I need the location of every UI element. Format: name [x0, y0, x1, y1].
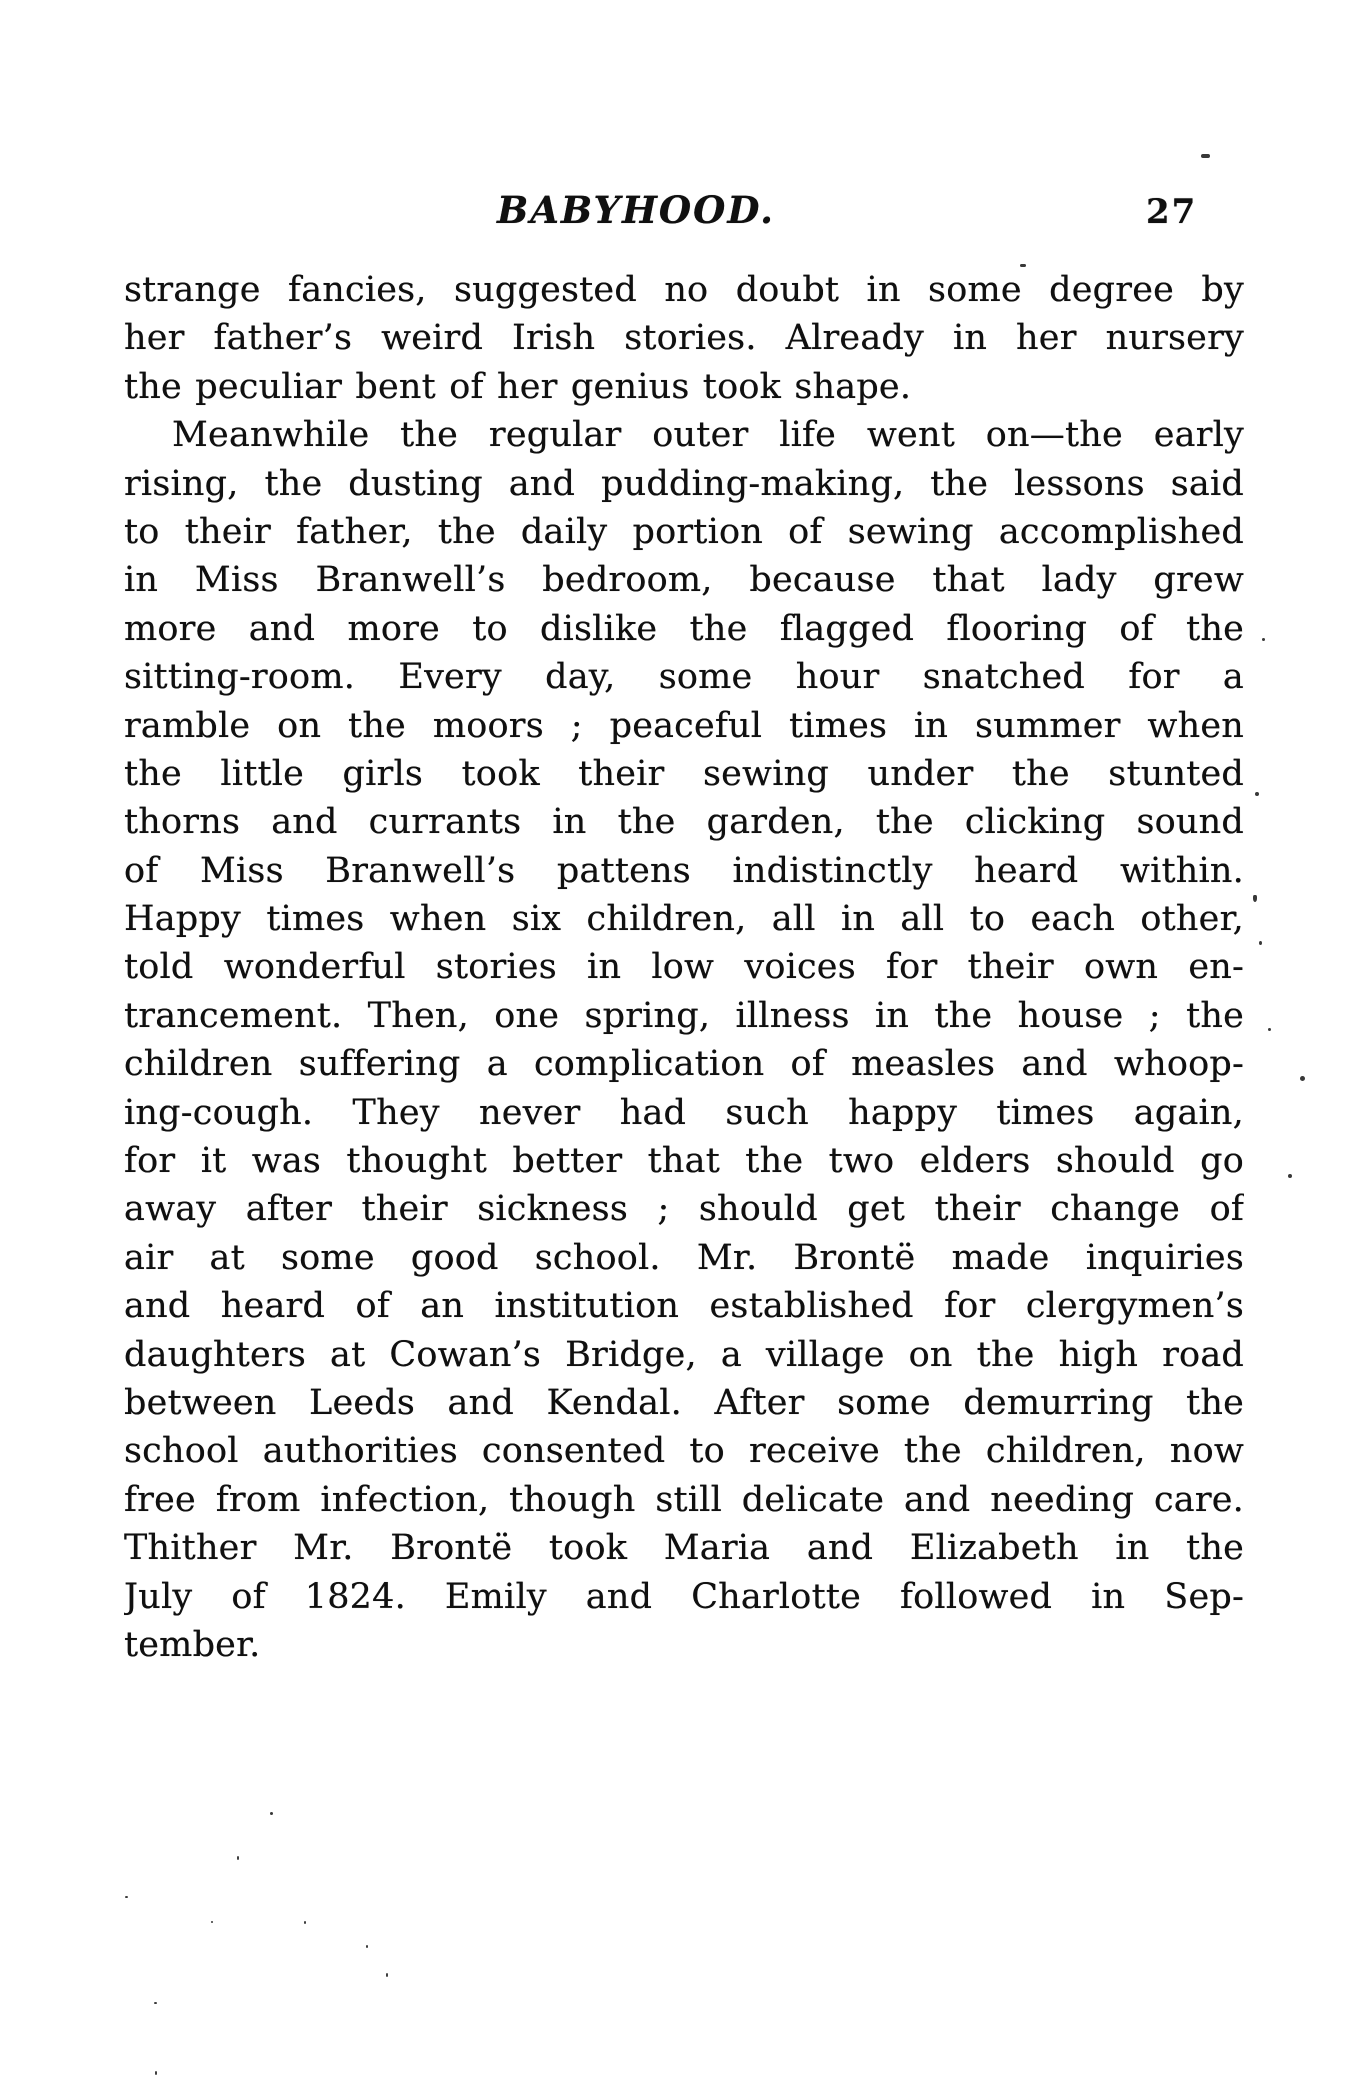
text-line: in Miss Branwell’s bedroom, because that lady grew [124, 560, 1244, 601]
text-line: Happy times when six children, all in all to each other, [124, 899, 1244, 940]
scan-speck [304, 1921, 306, 1924]
text-line: Thither Mr. Brontë took Maria and Elizabeth in the [124, 1528, 1244, 1569]
text-line: thorns and currants in the garden, the clicking sound [124, 802, 1244, 843]
text-line: for it was thought better that the two elders should go [124, 1141, 1244, 1182]
scan-speck [1288, 1174, 1292, 1178]
text-line: and heard of an institution established for clergymen’s [124, 1286, 1244, 1327]
scan-speck [270, 1812, 273, 1815]
text-line: her father’s weird Irish stories. Already in her nursery [124, 318, 1244, 359]
scan-speck [386, 1973, 388, 1977]
text-line: more and more to dislike the flagged flooring of the [124, 608, 1244, 649]
scan-speck [1020, 264, 1026, 267]
scan-speck [237, 1856, 239, 1860]
text-line: told wonderful stories in low voices for their own en- [124, 947, 1244, 988]
text-line: ramble on the moors ; peaceful times in summer when [124, 705, 1244, 746]
running-head-title: BABYHOOD. [496, 188, 776, 232]
text-line: air at some good school. Mr. Brontë made inquiries [124, 1237, 1244, 1278]
text-line: trancement. Then, one spring, illness in the house ; the [124, 995, 1244, 1036]
text-line: strange fancies, suggested no doubt in some degree by [124, 270, 1244, 310]
scan-speck [1300, 1076, 1305, 1081]
text-line: sitting-room. Every day, some hour snatched for a [124, 657, 1244, 698]
scan-speck [1268, 1028, 1271, 1031]
text-line: between Leeds and Kendal. After some demurring the [124, 1382, 1244, 1423]
scan-speck [1253, 895, 1257, 902]
page-number: 27 [1146, 192, 1198, 232]
scan-speck [154, 2002, 157, 2004]
text-line: away after their sickness ; should get their change of [124, 1189, 1244, 1230]
text-line: tember. [124, 1624, 261, 1665]
text-line: rising, the dusting and pudding-making, the lessons said [124, 463, 1244, 504]
body-text [124, 266, 1244, 1669]
scan-speck [1201, 154, 1210, 158]
scan-speck [1259, 941, 1262, 945]
text-line: daughters at Cowan’s Bridge, a village on the high road [124, 1334, 1244, 1375]
scan-speck [1262, 638, 1265, 641]
scan-speck [155, 2071, 157, 2075]
scan-speck [125, 1896, 128, 1898]
scan-speck [1255, 792, 1259, 796]
text-line: the little girls took their sewing under the stunted [124, 753, 1244, 794]
scan-speck [211, 1921, 213, 1923]
scan-speck [366, 1945, 368, 1948]
text-line: of Miss Branwell’s pattens indistinctly heard within. [124, 850, 1244, 891]
text-line: free from infection, though still delicate and needing care. [124, 1479, 1244, 1520]
text-line: to their father, the daily portion of sewing accomplished [124, 511, 1244, 552]
text-line: ing-cough. They never had such happy times again, [124, 1092, 1244, 1133]
text-line: the peculiar bent of her genius took shape. [124, 366, 912, 407]
text-line: July of 1824. Emily and Charlotte followed in Sep- [124, 1576, 1244, 1617]
text-line: Meanwhile the regular outer life went on—the early [172, 415, 1244, 456]
text-line: children suffering a complication of measles and whoop- [124, 1044, 1244, 1085]
text-line: school authorities consented to receive the children, now [124, 1431, 1244, 1472]
